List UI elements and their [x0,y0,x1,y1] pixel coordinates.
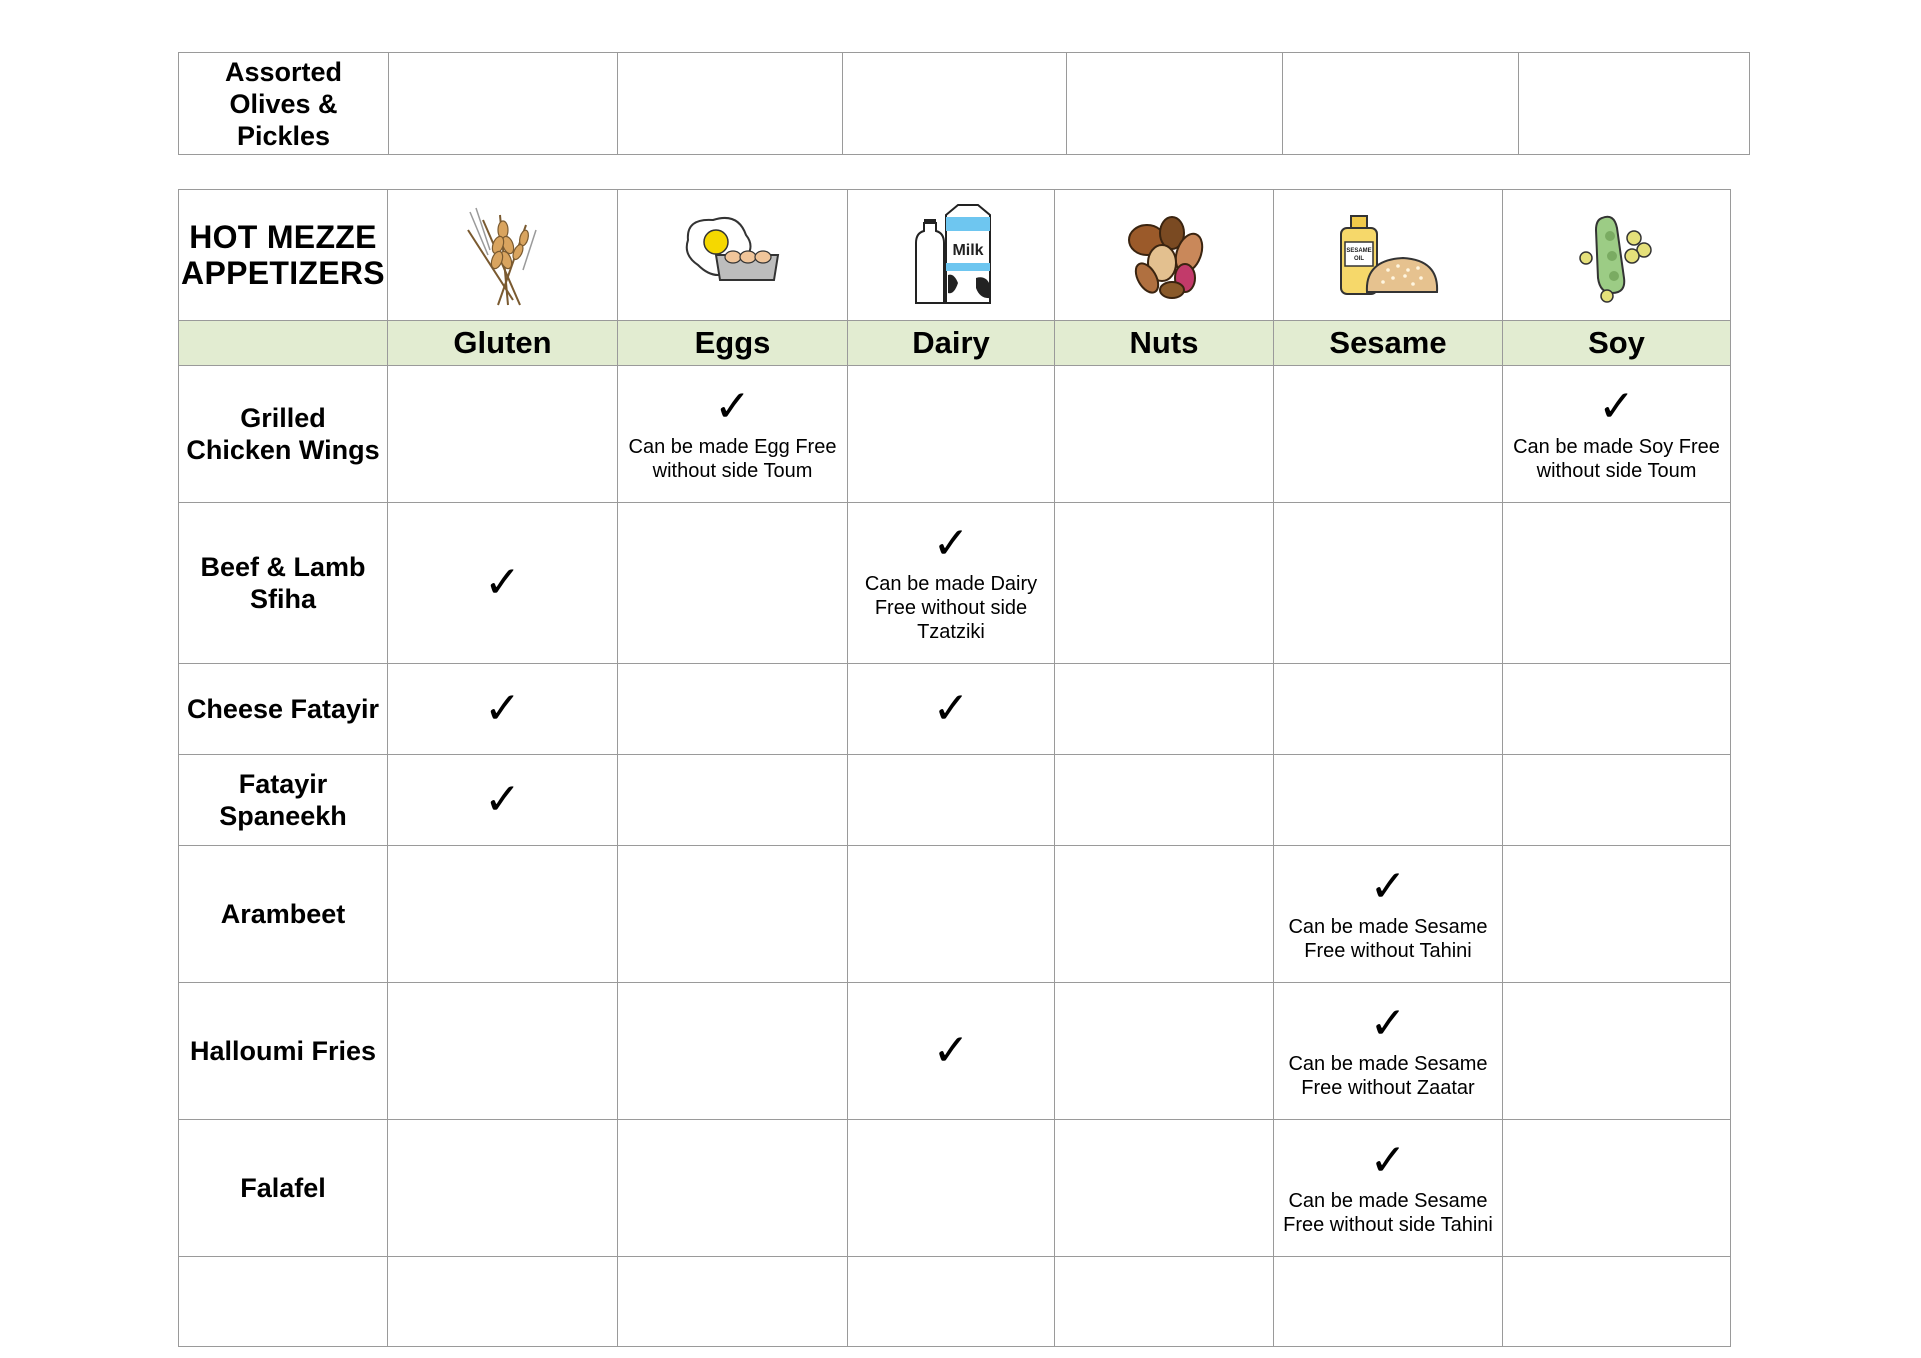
allergen-cell-gluten [388,846,618,983]
allergen-cell [618,53,843,155]
allergen-label: Gluten [388,321,618,366]
allergen-note-line: Free without side Tahini [1283,1214,1493,1236]
allergen-cell-nuts [1055,755,1274,846]
allergen-note-line: Can be made Sesame [1288,1053,1488,1075]
empty-cell [1055,1257,1274,1347]
dish-name [179,402,387,466]
allergen-cell-dairy [848,664,1055,755]
empty-cell [618,1257,848,1347]
dish-name-cell [179,755,388,846]
allergen-label: Dairy [848,321,1055,366]
check-mark-icon: ✓ [484,557,521,608]
dish-name-cell [179,846,388,983]
svg-text:SESAME: SESAME [1346,248,1372,254]
empty-cell [848,1257,1055,1347]
dish-name-line: Beef & Lamb [200,552,366,582]
allergen-cell-sesame [1274,846,1503,983]
allergen-icon-cell [1503,190,1731,321]
section-title-cell [179,190,388,321]
dish-name-cell [179,503,388,664]
allergen-cell-dairy [848,1120,1055,1257]
svg-text:Milk: Milk [952,241,984,259]
check-mark-icon: ✓ [484,774,521,825]
allergen-cell-gluten [388,1120,618,1257]
allergen-note-line: without side Toum [1536,460,1697,482]
allergen-icon-cell [1274,190,1503,321]
icon-header-row [179,190,1731,321]
empty-cell [1503,1257,1731,1347]
allergen-icon-cell [618,190,848,321]
allergen-cell-dairy [848,755,1055,846]
allergen-cell-nuts [1055,503,1274,664]
allergen-note-line: Free without side [874,597,1028,619]
check-mark-icon: ✓ [932,683,970,734]
allergen-note-line: without side Toum [652,460,813,482]
dish-name-line: Fatayir [238,769,328,799]
allergen-label: Eggs [618,321,848,366]
allergen-cell [1067,53,1283,155]
dish-name [179,551,387,615]
dish-name [179,898,387,930]
allergen-cell-soy [1503,1120,1731,1257]
item-name-line: Pickles [236,120,331,151]
table-row [179,1120,1731,1257]
check-mark-icon: ✓ [1369,1135,1407,1186]
dish-rows [179,366,1731,1257]
top-item-table [178,52,1750,155]
table-row [179,503,1731,664]
allergen-note [1503,435,1730,483]
allergen-cell-soy [1503,664,1731,755]
allergen-note [1274,1189,1502,1237]
check-mark-icon: ✓ [1369,998,1407,1049]
allergen-label: Soy [1503,321,1731,366]
allergen-cell-soy [1503,366,1731,503]
dish-name-cell [179,983,388,1120]
allergen-note-line: Tzatziki [917,621,985,643]
allergen-cell-eggs [618,983,848,1120]
section-title-line: APPETIZERS [181,255,385,291]
allergen-cell-gluten [388,366,618,503]
allergen-note [1274,915,1502,963]
allergen-cell-nuts [1055,983,1274,1120]
section-title [179,219,387,291]
empty-cell [179,1257,388,1347]
item-name-cell [179,53,389,155]
check-mark-icon: ✓ [714,381,751,432]
dish-name-line: Falafel [240,1173,326,1203]
table-row-empty [179,1257,1731,1347]
allergen-note-line: Free without Tahini [1304,940,1472,962]
dish-name [179,693,387,725]
sesame-icon [1333,210,1443,300]
allergen-cell-gluten [388,503,618,664]
allergen-cell-gluten [388,755,618,846]
nuts-icon [1117,208,1212,303]
empty-cell [1274,1257,1503,1347]
allergen-icon-cell [848,190,1055,321]
dish-name-line: Grilled [240,403,326,433]
allergen-cell-soy [1503,846,1731,983]
dish-name [179,1035,387,1067]
allergen-cell-soy [1503,983,1731,1120]
allergen-cell-eggs [618,755,848,846]
allergen-note-line: Can be made Dairy [864,573,1038,595]
allergen-icon-cell [388,190,618,321]
allergen-cell-dairy [848,983,1055,1120]
allergen-cell [843,53,1067,155]
check-mark-icon: ✓ [1598,381,1635,432]
item-name [179,56,388,152]
dish-name-line: Cheese Fatayir [186,694,380,724]
allergen-cell-soy [1503,503,1731,664]
allergen-note-line: Can be made Soy Free [1513,436,1720,458]
allergen-cell [1283,53,1519,155]
dish-name-cell [179,1120,388,1257]
table-row [179,53,1750,155]
check-mark-icon: ✓ [932,518,970,569]
empty-cell [388,1257,618,1347]
allergen-label: Nuts [1055,321,1274,366]
eggs-icon [678,210,788,300]
allergen-note [1274,1052,1502,1100]
allergen-cell-eggs [618,846,848,983]
allergen-icon-cell [1055,190,1274,321]
allergen-cell-soy [1503,755,1731,846]
allergen-note-line: Can be made Sesame [1288,916,1488,938]
dish-name-cell [179,664,388,755]
dish-name-line: Spaneekh [219,801,347,831]
allergen-cell-eggs [618,664,848,755]
allergen-cell-sesame [1274,366,1503,503]
allergen-cell [389,53,618,155]
dish-name-line: Sfiha [249,584,316,614]
allergen-cell-eggs [618,1120,848,1257]
allergen-cell-nuts [1055,1120,1274,1257]
allergen-note-line: Free without Zaatar [1301,1077,1475,1099]
empty-label-cell [179,321,388,366]
dish-name-line: Arambeet [220,899,346,929]
table-row [179,755,1731,846]
allergen-cell-nuts [1055,846,1274,983]
allergen-label: Sesame [1274,321,1503,366]
allergen-note [848,572,1054,644]
table-row [179,664,1731,755]
svg-text:OIL: OIL [1354,256,1364,262]
allergen-table [178,189,1731,1347]
table-row [179,366,1731,503]
allergen-cell-gluten [388,983,618,1120]
item-name-line: Olives & [229,88,338,119]
allergen-cell-sesame [1274,1120,1503,1257]
wheat-icon [448,200,558,310]
allergen-cell-sesame [1274,503,1503,664]
table-row [179,846,1731,983]
allergen-cell-eggs [618,503,848,664]
table-row [179,983,1731,1120]
allergen-note [618,435,847,483]
dish-name-cell [179,366,388,503]
check-mark-icon: ✓ [484,683,521,734]
dish-name [179,768,387,832]
item-name-line: Assorted [224,56,343,87]
allergen-cell-eggs [618,366,848,503]
allergen-cell-dairy [848,503,1055,664]
allergen-cell-dairy [848,846,1055,983]
allergen-note-line: Can be made Egg Free [628,436,837,458]
check-mark-icon: ✓ [1369,861,1407,912]
allergen-cell-sesame [1274,755,1503,846]
dish-name-line: Chicken Wings [186,435,380,465]
allergen-note-line: Can be made Sesame [1288,1190,1488,1212]
soy-icon [1572,208,1662,303]
allergen-cell [1519,53,1750,155]
section-title-line: HOT MEZZE [189,219,377,255]
allergen-cell-nuts [1055,366,1274,503]
allergen-cell-sesame [1274,664,1503,755]
allergen-cell-gluten [388,664,618,755]
allergen-label-row [179,321,1731,366]
dish-name-line: Halloumi Fries [189,1036,377,1066]
milk-icon [906,203,996,308]
allergen-cell-nuts [1055,664,1274,755]
check-mark-icon: ✓ [932,1025,970,1076]
allergen-cell-sesame [1274,983,1503,1120]
allergen-cell-dairy [848,366,1055,503]
dish-name [179,1172,387,1204]
